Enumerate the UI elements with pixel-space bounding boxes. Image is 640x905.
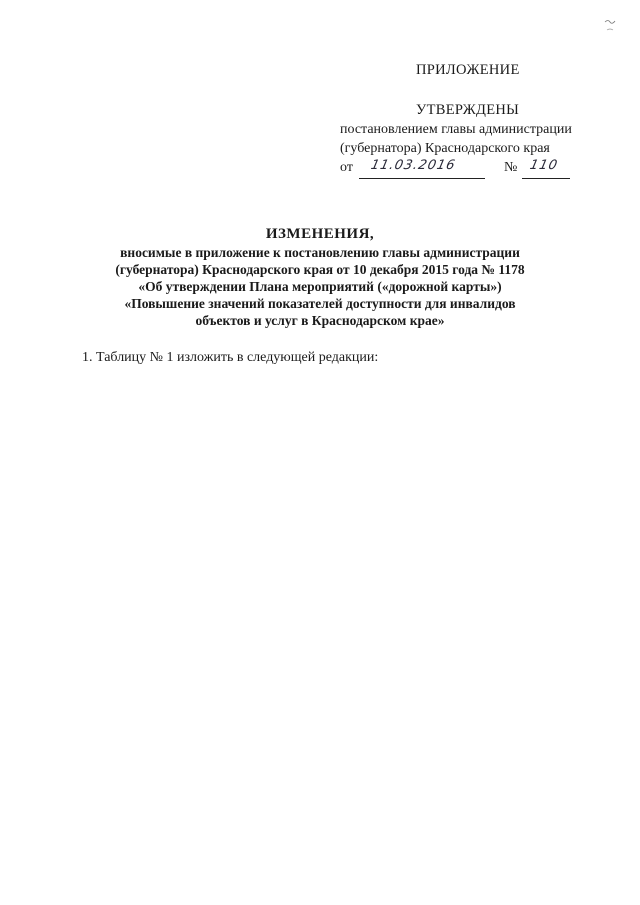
body-paragraph-1: 1. Таблицу № 1 изложить в следующей редакции: — [82, 350, 379, 365]
document-title: ИЗМЕНЕНИЯ, — [265, 226, 375, 242]
title-line-4: «Повышение значений показателей доступности для инвалидов — [124, 296, 516, 311]
title-line-5: объектов и услуг в Краснодарском крае» — [195, 313, 445, 328]
handwritten-date: 11.03.2016 — [369, 158, 458, 173]
document-title-block — [60, 224, 580, 329]
approved-label: УТВЕРЖДЕНЫ — [416, 102, 520, 118]
appendix-label: ПРИЛОЖЕНИЕ — [416, 62, 520, 78]
date-prefix: от — [340, 160, 353, 175]
approved-by-line-1: постановлением главы администрации — [340, 122, 572, 137]
number-field — [522, 160, 570, 179]
date-number-row — [340, 160, 610, 182]
title-line-2: (губернатора) Краснодарского края от 10 декабря 2015 года № 1178 — [115, 262, 525, 277]
number-sign: № — [504, 160, 518, 175]
approved-by-line-2: (губернатора) Краснодарского края — [340, 141, 550, 156]
corner-scribble-mark — [603, 16, 619, 36]
title-line-3: «Об утверждении Плана мероприятий («дорожной карты») — [138, 279, 502, 294]
handwritten-number: 110 — [528, 158, 560, 173]
title-line-1: вносимые в приложение к постановлению главы администрации — [120, 245, 520, 260]
date-field — [359, 160, 485, 179]
